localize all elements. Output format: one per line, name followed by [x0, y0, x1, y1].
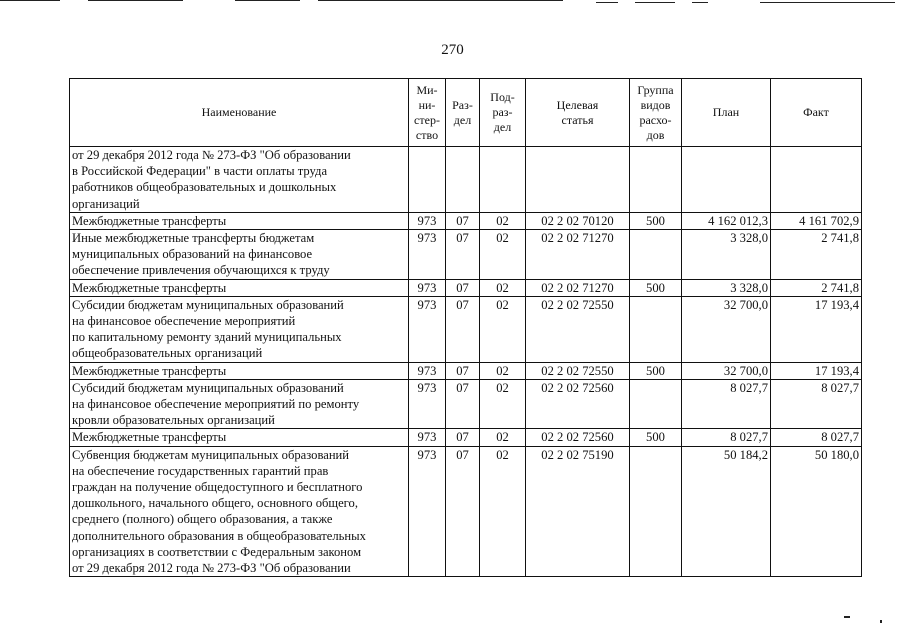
cell-section: 07 [446, 230, 480, 280]
scan-mark [844, 616, 850, 618]
cell-expense-group: 500 [630, 362, 682, 379]
cell-subsection: 02 [480, 296, 526, 362]
header-target-article: Целевая статья [526, 79, 630, 147]
cell-subsection: 02 [480, 230, 526, 280]
cell-ministry: 973 [409, 296, 446, 362]
header-fact: Факт [771, 79, 862, 147]
cell-plan: 32 700,0 [682, 362, 771, 379]
cell-plan: 50 184,2 [682, 446, 771, 577]
cell-name: Иные межбюджетные трансферты бюджетам муниципальных образований на финансовое обеспечение привлечения обучающихся к труду [70, 230, 409, 280]
header-section: Раз- дел [446, 79, 480, 147]
cell-name: Межбюджетные трансферты [70, 429, 409, 446]
cell-section: 07 [446, 446, 480, 577]
cell-ministry: 973 [409, 429, 446, 446]
header-plan: План [682, 79, 771, 147]
header-name: Наименование [70, 79, 409, 147]
cell-subsection: 02 [480, 212, 526, 229]
cell-fact: 17 193,4 [771, 362, 862, 379]
table-row [70, 279, 862, 296]
cell-fact: 17 193,4 [771, 296, 862, 362]
cell-subsection: 02 [480, 446, 526, 577]
header-expense-group: Группа видов расхо- дов [630, 79, 682, 147]
cell-section: 07 [446, 212, 480, 229]
table-row [70, 296, 862, 362]
cell-section: 07 [446, 379, 480, 429]
cell-target-article: 02 2 02 71270 [526, 230, 630, 280]
cell-expense-group: 500 [630, 212, 682, 229]
cell-ministry: 973 [409, 379, 446, 429]
cell-subsection: 02 [480, 362, 526, 379]
cell-name: Субсидий бюджетам муниципальных образований на финансовое обеспечение мероприятий по ремонту кровли образовательных организаций [70, 379, 409, 429]
cell-ministry: 973 [409, 362, 446, 379]
scan-artifact-line [760, 2, 895, 3]
cell-fact: 2 741,8 [771, 279, 862, 296]
cell-target-article: 02 2 02 72560 [526, 429, 630, 446]
table-row [70, 147, 862, 213]
table-row [70, 429, 862, 446]
cell-expense-group [630, 296, 682, 362]
scan-artifact-line [235, 0, 300, 1]
scan-artifact-line [0, 0, 60, 1]
cell-target-article: 02 2 02 72550 [526, 296, 630, 362]
cell-ministry [409, 147, 446, 213]
table-header-row [70, 79, 862, 147]
cell-target-article [526, 147, 630, 213]
scan-artifact-line [88, 0, 183, 1]
cell-name: Межбюджетные трансферты [70, 362, 409, 379]
cell-expense-group [630, 379, 682, 429]
scan-artifact-line [692, 2, 708, 3]
cell-subsection [480, 147, 526, 213]
cell-target-article: 02 2 02 75190 [526, 446, 630, 577]
cell-plan: 8 027,7 [682, 379, 771, 429]
cell-target-article: 02 2 02 72550 [526, 362, 630, 379]
cell-plan: 32 700,0 [682, 296, 771, 362]
cell-fact: 50 180,0 [771, 446, 862, 577]
cell-target-article: 02 2 02 71270 [526, 279, 630, 296]
cell-fact: 8 027,7 [771, 429, 862, 446]
cell-target-article: 02 2 02 72560 [526, 379, 630, 429]
cell-subsection: 02 [480, 279, 526, 296]
scan-artifact-line [635, 2, 675, 3]
header-subsection: Под- раз- дел [480, 79, 526, 147]
cell-name: Межбюджетные трансферты [70, 212, 409, 229]
cell-section [446, 147, 480, 213]
cell-plan: 3 328,0 [682, 230, 771, 280]
cell-subsection: 02 [480, 379, 526, 429]
cell-plan: 3 328,0 [682, 279, 771, 296]
cell-name: Субсидии бюджетам муниципальных образований на финансовое обеспечение мероприятий по капитальному ремонту зданий муниципальных общеобразовательных организаций [70, 296, 409, 362]
cell-expense-group [630, 147, 682, 213]
cell-section: 07 [446, 279, 480, 296]
cell-fact [771, 147, 862, 213]
cell-expense-group [630, 446, 682, 577]
scan-artifact-line [318, 0, 563, 1]
cell-name: Субвенция бюджетам муниципальных образований на обеспечение государственных гарантий прав граждан на получение общедоступного и бесплатного дошкольного, начального общего, основного общего, среднего (полного) общего образования, а также дополнительного образования в общеобразовательных организациях в соответствии с Федеральным законом от 29 декабря 2012 года № 273-ФЗ "Об образовании [70, 446, 409, 577]
table-row [70, 230, 862, 280]
scan-mark [880, 620, 882, 623]
scan-artifact-line [596, 2, 618, 3]
cell-fact: 2 741,8 [771, 230, 862, 280]
table-row [70, 379, 862, 429]
cell-subsection: 02 [480, 429, 526, 446]
cell-plan: 8 027,7 [682, 429, 771, 446]
cell-target-article: 02 2 02 70120 [526, 212, 630, 229]
cell-plan: 4 162 012,3 [682, 212, 771, 229]
header-ministry: Ми- ни- стер- ство [409, 79, 446, 147]
cell-name: Межбюджетные трансферты [70, 279, 409, 296]
page-number: 270 [441, 42, 464, 58]
cell-plan [682, 147, 771, 213]
budget-table [69, 78, 862, 577]
cell-fact: 4 161 702,9 [771, 212, 862, 229]
cell-ministry: 973 [409, 212, 446, 229]
table-row [70, 362, 862, 379]
cell-expense-group: 500 [630, 279, 682, 296]
cell-ministry: 973 [409, 446, 446, 577]
cell-ministry: 973 [409, 279, 446, 296]
cell-expense-group: 500 [630, 429, 682, 446]
cell-section: 07 [446, 362, 480, 379]
table-row [70, 446, 862, 577]
cell-expense-group [630, 230, 682, 280]
cell-section: 07 [446, 296, 480, 362]
cell-ministry: 973 [409, 230, 446, 280]
table-row [70, 212, 862, 229]
cell-fact: 8 027,7 [771, 379, 862, 429]
cell-section: 07 [446, 429, 480, 446]
cell-name: от 29 декабря 2012 года № 273-ФЗ "Об образовании в Российской Федерации" в части оплаты труда работников общеобразовательных и дошкольных организаций [70, 147, 409, 213]
